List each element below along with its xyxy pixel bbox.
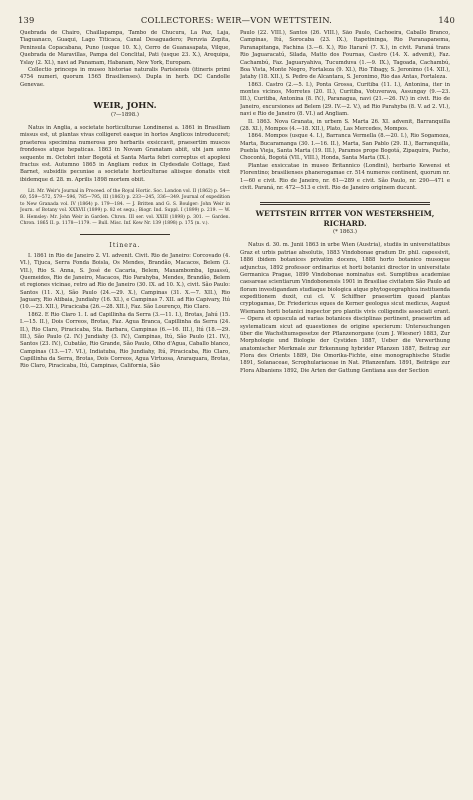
itinerary-1863: 1863. Castro (2.—5. I.), Ponta Grossa, Curitiba (11. I.), Antonina, iter in montes vicinos, Morretes (20. II.), Curitiba, Votuverava, Assungay (9.—23. III.), Curitiba, Antonina (8. IV.), Paranagua, navi (21.—26. IV.) in civit. Rio de Janeiro, excursiones ad Belem (29. IV.—2. V.), ad Rio Parahyba (8. V. ad 2. VI.), navi e Rio de Janeiro (8. VI.) ad Angliam. (240, 81, 450, 118)
left-column (20, 30, 230, 790)
wettstein-dates: (* 1863.) (332, 229, 358, 236)
itinerary-1862: 1862. E Rio Claro 1. I. ad Capillinha da Serra (3.—11. I.), Brotas, Jahú (15. I.—15. II.), Dois Correos, Brotas, Faz. Agua Branca, Capillinha da Serra (24. II.), Rio Claro, Piracicaba, Sta. Barbara, Campinas (6.—16. III.), Itú (18.—29. III.), São Paulo (2. IV.) Jundiahy (3. IV.), Campinas, Itú, São Paulo (21. IV.), Santos (23. IV.), Cubatão, Rio Grande, São Paulo, Olho d'Agua, Caballo blanco, Campinas (13.—17. VI.), Indiatuba, Rio Jundiahy, Itú, Piracicaba, Rio Claro, Capillinha da Serra, Brotas, Dois Correos, Agua Virtuosa, Araraquara, Brotas, Rio Claro, Piracicaba, Itú, Campinas, California, São (20, 311, 230, 370)
running-header (18, 15, 455, 29)
references-text: Lit. Mr. Weir's Journal in Proceed. of the Royal Hortic. Soc. London vol. II (1862) p. 54—60, 559—572, 579—596, 785—795, III (1863) p. 233—245, 336—349. Journal of expedition to New Granada vol. IV (1864) p. 179—184. — J. Britten and G. S. Boulger: John Weir in Journ. of Botany vol. XXXVII (1899) p. 82 et sequ.; Biogr. Ind. Suppl. I (1899) p. 219. — W. B. Hemsley: Mr. John Weir in Garden. Chron. III ser. vol. XXIII (1898) p. 301. — Garden. Chron. 1865 II. p. 1178—1179. — Bull. Misc. Inf. Kew Nr. 139 (1898) p. 175 (n. v.). (20, 189, 230, 227)
weir-references (20, 189, 230, 227)
weir-biography: Natus in Anglia, a societate horticulturae Londinensi a. 1861 in Brasiliam missus est, ut plantas vivas colligeret easque in hortos Anglicos introduceret; praeterea specimina numerosa pro herbariis exsiccavit, praesertim muscos frondosos atque hepaticas. 1863 in Novam Granatam abiit, ubi jam anno sequente m. Octobri inter Bogotá et Santa Marta febri correptus et apoplexi fractus est. Autumno 1865 in Angliam redux in Clydesdale Cottage, East Barnet, subsidiis pecuniae a societate horticulturae aliisque donatis vixit ibidemque d. 28. m. Aprilis 1898 mortem obiit. (20, 125, 230, 183)
wettstein-biography: Natus d. 30. m. Junii 1863 in urbe Wien (Austria), studiis in universitatibus Graz et urbis patriae absolutis, 1883 Vindobonae gradum Dr. phil. capessivit, 1886 ibidem botanices privatim docens, 1888 horto botanico musoque adjunctus, 1892 professor ordinarius et horti botanici director in universitate Germanica Pragae, 1899 Vindobonae nominatus est. Sumptibus academiae caesareae scientiarum Vindobonensis 1901 in Brasiliae civitatem São Paulo ad floram investigandam studiaque biologica atque phytogeographica instituenda expeditionem duxit, cui cl. V. Schiffner praesertim quoad plantas cryptogamas, Dr. Friedericus eques de Kerner geologus sicut medicus, August Wiemann horti botanici inspector pro plantis vivis colligendis associati erant. — Opera et opuscula ad varias botanices disciplinas pertinent, praesertim ad systematicam sicut ad quaestiones de origine specierum: Untersuchungen über die Wachsthumsgesetze der Pflanzenorgane (cum J. Wiesner) 1883, Zur Morphologie und Biologie der Cystiden 1887, Ueber die Verwerthung anatomischer Merkmale zur Erkennung hybrider Pflanzen 1887, Beitrag zur Flora des Orients 1889, Die Omorika-Fichte, eine monographische Studie 1891, Solanaceae, Scrophulariaceae in Nat. Pflanzenfam. 1891, Beiträge zur Flora Albaniens 1892, Die Arten der Gattung Gentiana aus der Section (240, 242, 450, 374)
right-column (240, 30, 450, 790)
weir-dates: (?—1898.) (111, 112, 139, 118)
collection-note: Collectio princeps in museo historiae naturalis Parisiensis (itineris primi 4754 numeri, quorum 1565 Brasilienses). Dupla in herb. DC Candolle Genevae. (20, 66, 230, 88)
itinerary-1861: I. 1861 in Rio de Janeiro 2. VI. advenit. Civit. Rio de Janeiro: Corcovado (4. VI.), Tijuca, Serra Fonda Boisla, Os Mendes, Brandão, Macacos, Belem (3. VII.), Rio S. Anna, S. José de Cacaria, Belem, Maxambomba, Iguassú, Quemeidos, Rio de Janeiro, Macacos, Rio Parahyba, Mendes, Brandão, Belem et regiones vicinae, retro ad Rio de Janeiro (30. IX. ad 10. X.), civit. São Paulo: Santos (11. X.), São Paulo (24.—29. X.), Campinas (31. X.—7. XII.), Rio Jaguary, Rio Atibaia, Jundiahy (16. XI.), e Campinas 7. XII. ad Rio Capivary, Itú (10.—23. XII.), Piracicaba (26.—28. XII.), Faz. São Lourenço, Rio Claro. (20, 252, 230, 311)
wettstein-heading: WETTSTEIN RITTER VON WESTERSHEIM, RICHARD. (255, 209, 435, 228)
itinerary-1864: 1864. Mompos (usque 4. I.), Barranca Vermella (8.—20. I.), Rio Sogamoza, Marta, Bucaramanga (30. I.—16. II.), Marta, San Pablo (29. II.), Barranquilla, Puebla Vieja, Santa Marta (19. III.), Paramos prope Bogotá, Zipaquira, Pacho, Chocontá, Bogotá (VII., VIII.), Honda, Santa Marta (IX.). (240, 133, 450, 162)
itinerary-ii-1863: II. 1863. Nova Granata, in urbem S. Marta 26. XI. advenit, Barranquilla (28. XI.), Mompos (4.—18. XII.), Plato, Las Mercedes, Mompos. (240, 118, 450, 132)
weir-heading: WEIR, JOHN. (93, 101, 157, 111)
itinerary-cont: Paulo (22. VIII.), Santos (26. VIII.), São Paulo, Cachoeira, Caballo Branco, Campinas, Itú, Sorocaba (23. IX.), Itapetininga, Rio Paranapanema, Paranapitanga, Fachina (3.—6. X.), Rio Itararé (7. X.), in civit. Paraná trans Rio Jaguaracatú, Silada, Matto dos Fournas, Castro (14. X. advenit), Faz. Cachambú, Faz. Jaguaryahiva, Tucumduva (1.—9. IX.), Tagoada, Cachambú, Boa Vista, Monte Negro, Fortaleza (9. XI.), Rio Tibagy, S. Jeronimo (14. XII.), Jatahy (18. XII.), S. Pedro de Alcantara, S. Jeronimo, Rio das Antas, Fortaleza. (240, 30, 450, 81)
itinera-heading: Itinera. (109, 242, 141, 250)
running-title: COLLECTORES: WEIR—VON WETTSTEIN. (140, 15, 333, 25)
page-number-right: 140 (438, 15, 455, 25)
plantae-exsiccatae: Plantae exsiccatae in museo Britannico (Londini), herbario Kewensi et Florentino; brasilienses phanerogamae cr. 514 numeros continent, quorum nr. 1—60 e civit. Rio de Janeiro, nr. 61—289 e civit. São Paulo, nr. 290—471 e civit. Paraná, nr. 472—513 e civit. Rio de Janeiro originem ducunt. (240, 162, 450, 191)
intro-paragraph: Quebrada de Chairo, Chaillapampa, Tambo de Chucura, La Paz, Laja, Tiaguanaco, Guaqui, Lago Titicaca, Canal Desaguadero; Peruvia Zepita, Peninsula Copacabana, Puno (usque 10. X.), Cerro de Guanasapata, Vilque, Quebrada de Maravillas, Pampa del Conclital, Pati (usque 23. X.), Arequipa, Yslay (2. XI.), navi ad Panamam, Habanam, New York, Europam. (20, 30, 230, 66)
page-number-left: 139 (18, 15, 35, 25)
section-divider (80, 234, 170, 235)
double-divider (260, 202, 430, 205)
